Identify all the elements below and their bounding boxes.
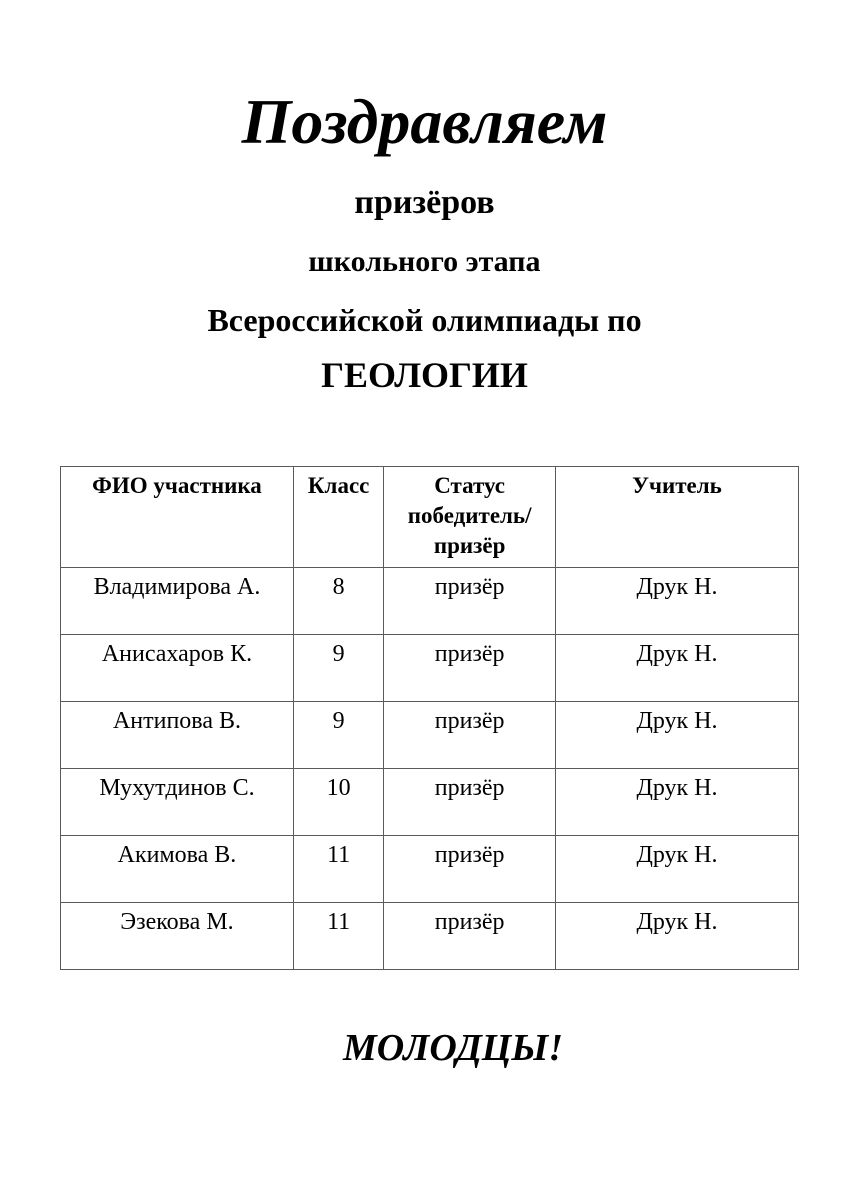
table-row: [61, 568, 799, 635]
table-row: [61, 635, 799, 702]
cell-grade: 9: [293, 702, 383, 769]
cell-grade: 8: [293, 568, 383, 635]
cell-name: Владимирова А.: [61, 568, 294, 635]
table-row: [61, 903, 799, 970]
table-row: [61, 769, 799, 836]
cell-name: Анисахаров К.: [61, 635, 294, 702]
cell-teacher: Друк Н.: [555, 836, 798, 903]
subtitle-stage: школьного этапа: [308, 245, 541, 278]
table-row: [61, 836, 799, 903]
cell-teacher: Друк Н.: [555, 769, 798, 836]
cell-status: призёр: [384, 702, 556, 769]
cell-name: Антипова В.: [61, 702, 294, 769]
cell-name: Эзекова М.: [61, 903, 294, 970]
header-status: Статус победитель/ призёр: [384, 467, 556, 568]
results-table: [60, 466, 799, 970]
page-title: Поздравляем: [241, 86, 608, 157]
cell-status: призёр: [384, 903, 556, 970]
header-teacher: Учитель: [555, 467, 798, 568]
table-header-row: [61, 467, 799, 568]
closing-message: МОЛОДЦЫ!: [343, 1027, 563, 1069]
cell-status: призёр: [384, 568, 556, 635]
cell-teacher: Друк Н.: [555, 903, 798, 970]
cell-grade: 10: [293, 769, 383, 836]
cell-teacher: Друк Н.: [555, 635, 798, 702]
cell-grade: 11: [293, 836, 383, 903]
subtitle-olympiad: Всероссийской олимпиады по: [207, 302, 642, 338]
cell-name: Акимова В.: [61, 836, 294, 903]
cell-teacher: Друк Н.: [555, 702, 798, 769]
cell-name: Мухутдинов С.: [61, 769, 294, 836]
header-grade: Класс: [293, 467, 383, 568]
header-name: ФИО участника: [61, 467, 294, 568]
subtitle-subject: ГЕОЛОГИИ: [321, 355, 528, 395]
table-row: [61, 702, 799, 769]
subtitle-prizewinners: призёров: [354, 184, 495, 221]
cell-grade: 9: [293, 635, 383, 702]
cell-grade: 11: [293, 903, 383, 970]
cell-status: призёр: [384, 635, 556, 702]
cell-teacher: Друк Н.: [555, 568, 798, 635]
cell-status: призёр: [384, 836, 556, 903]
cell-status: призёр: [384, 769, 556, 836]
